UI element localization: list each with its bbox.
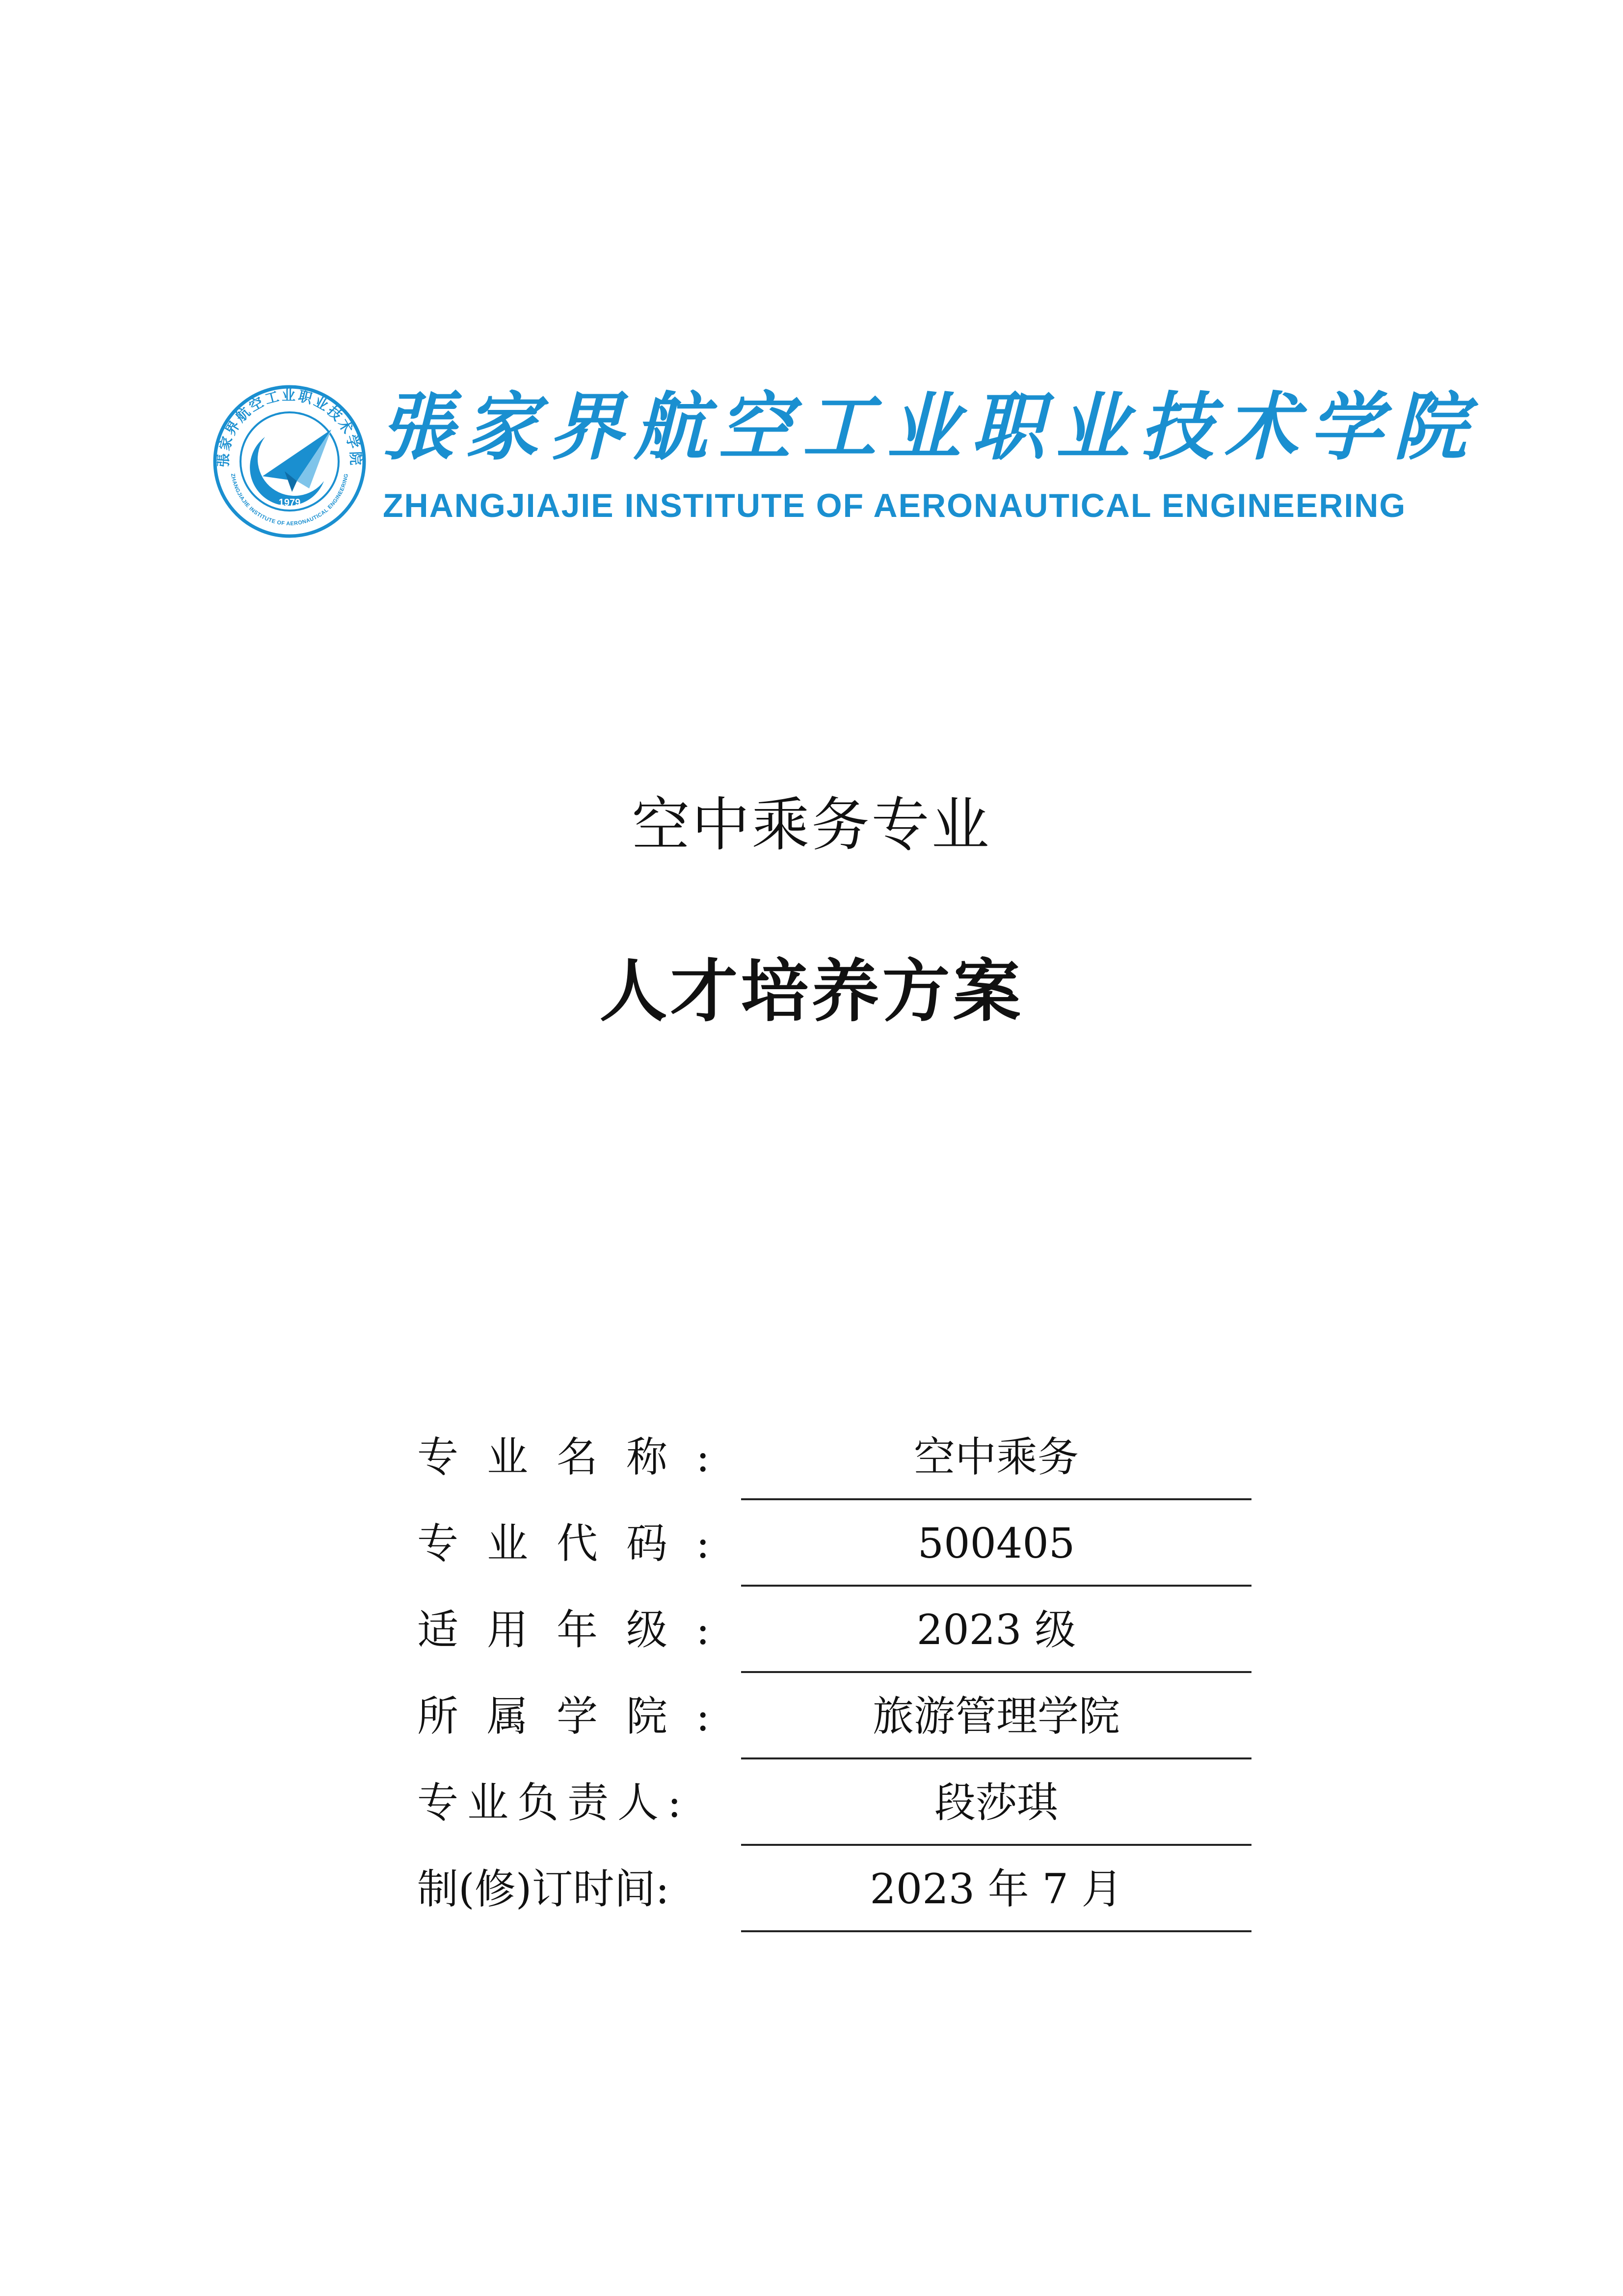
info-row-grade <box>417 1587 1251 1673</box>
info-value: 空中乘务 <box>741 1414 1251 1500</box>
info-row-revision-date <box>417 1846 1251 1932</box>
info-row-college <box>417 1673 1251 1759</box>
info-value: 2023 年 7 月 <box>741 1846 1251 1932</box>
info-table <box>417 1414 1251 1932</box>
info-value: 旅游管理学院 <box>741 1673 1251 1759</box>
info-label: 适用年级: <box>417 1606 739 1654</box>
info-label: 专业名称: <box>417 1433 739 1481</box>
school-name-en: ZHANGJIAJIE INSTITUTE OF AERONAUTICAL ENGINEERING <box>383 487 1407 524</box>
school-logo <box>211 378 1478 545</box>
info-row-major-name <box>417 1414 1251 1500</box>
emblem-year: 1979 <box>278 497 301 508</box>
plan-title: 人才培养方案 <box>599 952 1024 1031</box>
info-label: 专业代码: <box>417 1519 739 1567</box>
info-label: 专业负责人: <box>417 1779 691 1827</box>
school-emblem-icon <box>211 383 368 540</box>
info-row-major-code <box>417 1500 1251 1587</box>
info-value: 2023 级 <box>741 1587 1251 1673</box>
school-name-cn: 張家界航空工业职业技术学院 <box>380 384 1478 470</box>
info-value: 500405 <box>741 1500 1251 1587</box>
emblem-ring-text-en: ZHANGJIAJIE INSTITUTE OF AERONAUTICAL ENGINEERING <box>229 473 350 527</box>
info-value: 段莎琪 <box>741 1759 1251 1846</box>
info-label: 所属学院: <box>417 1692 739 1740</box>
info-row-director <box>417 1759 1251 1846</box>
major-title: 空中乘务专业 <box>632 791 991 859</box>
info-label: 制(修)订时间: <box>417 1865 669 1913</box>
emblem-ring-text-cn: 張家界航空工业职业技术学院 <box>215 387 364 468</box>
